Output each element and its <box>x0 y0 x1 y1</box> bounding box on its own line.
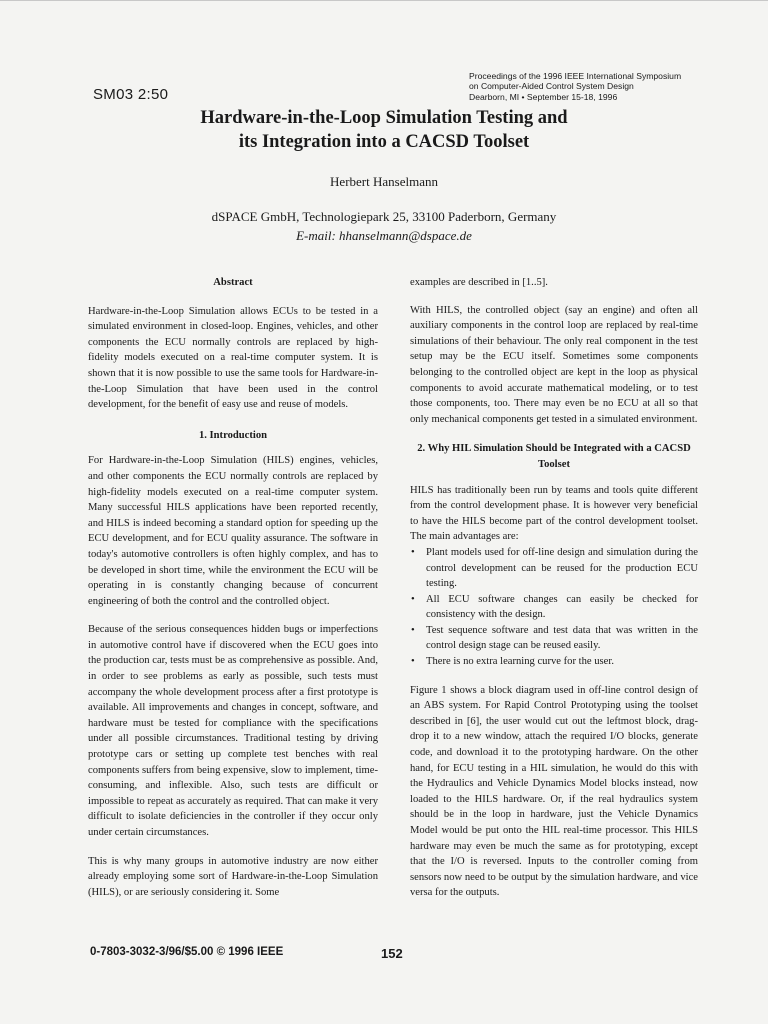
right-column <box>410 275 698 901</box>
section-2-paragraph-1: HILS has traditionally been run by teams and tools quite different from the control development phase. It is however very beneficial to have the HILS become part of the control development toolset. The main advantages are: <box>410 484 698 543</box>
top-rule <box>0 0 768 1</box>
intro-paragraph-2: Because of the serious consequences hidden bugs or imperfections in automotive control have if discovered when the ECU goes into the production car, tests must be as comprehensive as possible. And, in order to see problems as early as possible, such tests must accompany the whole development process after a first prototype is available. All improvements and changes in concept, software, and hardware must be tested for compliance with the specifications under all possible circumstances. Traditional testing by driving prototype cars or setting up complete test benches with real components suffers from being expensive, slow to implement, time-consuming, and inflexible. Also, such tests are difficult or impossible to repeat as accurately as required. That can make it very difficult to isolate deficiencies in the controller if they occur only under certain circumstances. <box>88 624 378 838</box>
session-label: SM03 2:50 <box>93 86 169 103</box>
left-column <box>88 275 378 900</box>
email: E-mail: hhanselmann@dspace.de <box>296 228 472 243</box>
affiliation: dSPACE GmbH, Technologiepark 25, 33100 Paderborn, Germany <box>211 209 557 224</box>
proceedings-line: Proceedings of the 1996 IEEE International Symposium <box>469 71 682 81</box>
paper-title <box>100 106 668 154</box>
author-name: Herbert Hanselmann <box>330 174 438 189</box>
intro-paragraph-3: This is why many groups in automotive industry are now either already employing some sort of Hardware-in-the-Loop Simulation (HILS), or are seriously considering it. Some <box>88 855 378 898</box>
abstract-text: Hardware-in-the-Loop Simulation allows ECUs to be tested in a simulated environment in closed-loop. Engines, vehicles, and other components the ECU normally controls are replaced by high-fidelity models executed on a real-time computer system. It is shown that it is now possible to use the same tools for Hardware-in-the-Loop Simulation that have been used in the control development, for the benefit of easy use and reuse of models. <box>88 305 378 411</box>
list-item: • Test sequence software and test data that was written in the control design stage can be reused easily. <box>410 623 698 654</box>
proceedings-header <box>469 71 719 102</box>
intro-paragraph-1: For Hardware-in-the-Loop Simulation (HILS) engines, vehicles, and other components the ECU normally controls are replaced by high-fidelity models executed on a real-time computer system. Many successful HILS applications have been reported recently, and HILS is indeed becoming a standard option for speeding up the ECU development, and for ECU quality assurance. The software in today's automotive controllers is often highly complex, and has to be developed in short time, while the environment the ECU will be operating in is constantly changing because of concurrent engineering of both the control and the controlled object. <box>88 455 378 607</box>
section-2-heading: 2. Why HIL Simulation Should be Integrated with a CACSD Toolset <box>417 443 691 470</box>
title-line: its Integration into a CACSD Toolset <box>238 132 530 152</box>
intro-paragraph-3-continued: examples are described in [1..5]. <box>410 277 548 288</box>
abstract-heading: Abstract <box>213 277 253 288</box>
advantages-list <box>410 545 698 670</box>
title-line: Hardware-in-the-Loop Simulation Testing and <box>200 108 568 128</box>
page-number: 152 <box>381 946 403 961</box>
intro-paragraph-4: With HILS, the controlled object (say an engine) and often all auxiliary components in the control loop are replaced by real-time simulations of their behaviour. The only real component in the test setup may be the ECU itself. Sometimes some components belonging to the controlled object are kept in the loop as physical components to avoid accurate mathematical modeling, or to test those components, too. There may even be no ECU at all so that only mechanical components get tested in a simulated environment. <box>410 304 698 425</box>
section-2-paragraph-2: Figure 1 shows a block diagram used in off-line control design of an ABS system. For Rapid Control Prototyping using the toolset described in [6], the user would cut out the leftmost block, drag-drop it to a new window, attach the required I/O blocks, generate code, and download it to the prototyping hardware. On the other hand, for ECU testing in a HIL simulation, he would do this with the Hydraulics and Vehicle Dynamics Model blocks instead, now loaded to the HILS hardware. Or, if the real hydraulics system should be in the loop in hardware, just the Vehicle Dynamics Model would be put onto the HIL real-time processor. This HILS hardware may even be much the same as for prototyping, except that the I/O is reversed. Inputs to the controller coming from sensors now need to be output by the simulation hardware, and vice versa for the outputs. <box>410 684 698 899</box>
copyright-line: 0-7803-3032-3/96/$5.00 © 1996 IEEE <box>90 946 284 958</box>
list-item: • There is no extra learning curve for the user. <box>410 654 698 670</box>
list-item: • All ECU software changes can easily be checked for consistency with the design. <box>410 592 698 623</box>
affiliation-block <box>100 207 668 245</box>
list-item: • Plant models used for off-line design and simulation during the control development can be reused for the production ECU testing. <box>410 545 698 592</box>
proceedings-line: Dearborn, MI • September 15-18, 1996 <box>469 91 618 102</box>
introduction-heading: 1. Introduction <box>198 429 268 441</box>
proceedings-line: on Computer-Aided Control System Design <box>469 81 634 92</box>
